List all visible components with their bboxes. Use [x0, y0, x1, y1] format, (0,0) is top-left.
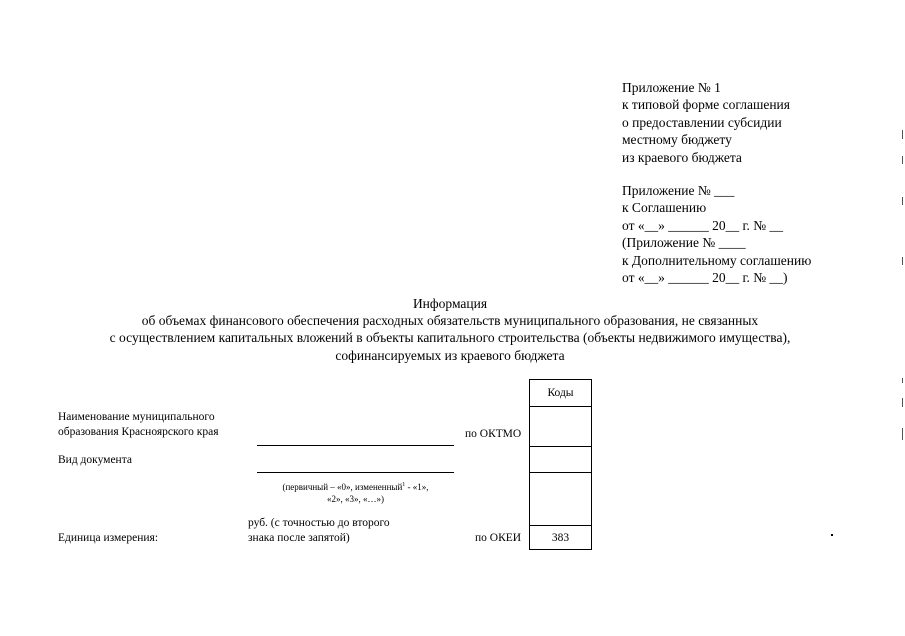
footnote-marker: 1 [402, 482, 406, 488]
appendix-line-5: из краевого бюджета [622, 149, 742, 165]
scan-mark [902, 428, 903, 440]
doc-type-note-part-1: (первичный – «0», измененный [282, 482, 403, 492]
scan-mark [902, 398, 903, 407]
doc-type-field-line[interactable] [257, 472, 454, 473]
scan-mark [902, 197, 903, 205]
doc-type-note-part-3: «2», «3», «…») [327, 494, 384, 504]
scan-mark [902, 257, 903, 265]
agreement-line-5: к Дополнительному соглашению [622, 252, 812, 268]
codes-header: Коды [547, 387, 574, 399]
codes-header-cell [529, 379, 592, 407]
unit-value-line-1: руб. (с точностью до второго [248, 517, 390, 529]
scan-dot [831, 534, 833, 536]
agreement-line-6: от «__» ______ 20__ г. № __) [622, 270, 788, 286]
doc-type-note [257, 479, 454, 505]
municipality-field-line[interactable] [257, 445, 454, 446]
okei-code-cell [529, 525, 592, 550]
appendix-block [622, 79, 790, 166]
agreement-line-4: (Приложение № ____ [622, 235, 746, 251]
agreement-line-2: к Соглашению [622, 200, 707, 216]
appendix-line-2: к типовой форме соглашения [622, 97, 790, 113]
document-title [40, 295, 860, 364]
unit-value [248, 516, 390, 545]
okei-label: по ОКЕИ [475, 532, 522, 544]
agreement-line-1: Приложение № ___ [622, 183, 735, 198]
oktmo-code-cell[interactable] [529, 406, 592, 447]
municipality-label-line-1: Наименование муниципального [58, 411, 215, 423]
doc-type-code-cell[interactable] [529, 446, 592, 473]
title-line-2: об объемах финансового обеспечения расходных обязательств муниципального образования, не связанных [141, 313, 759, 329]
unit-value-line-2: знака после запятой) [248, 531, 350, 544]
agreement-block [622, 182, 811, 286]
scan-mark [902, 378, 903, 383]
agreement-line-3: от «__» ______ 20__ г. № __ [622, 217, 783, 233]
appendix-line-1: Приложение № 1 [622, 80, 721, 95]
appendix-line-4: местному бюджету [622, 132, 732, 148]
municipality-label-line-2: образования Красноярского края [58, 425, 219, 438]
doc-type-note-part-2: - «1», [405, 482, 429, 492]
okei-code-value: 383 [551, 531, 570, 544]
blank-code-cell [529, 472, 592, 526]
municipality-label [58, 410, 219, 439]
title-line-1: Информация [412, 296, 488, 311]
oktmo-label: по ОКТМО [465, 428, 522, 440]
unit-label: Единица измерения: [58, 532, 159, 544]
scan-mark [902, 130, 903, 139]
appendix-line-3: о предоставлении субсидии [622, 114, 782, 130]
title-line-4: софинансируемых из краевого бюджета [335, 347, 565, 363]
title-line-3: с осуществлением капитальных вложений в объекты капитального строительства (объекты недвижимого имущества), [109, 330, 791, 346]
doc-type-label: Вид документа [58, 454, 132, 466]
scan-mark [902, 156, 903, 164]
